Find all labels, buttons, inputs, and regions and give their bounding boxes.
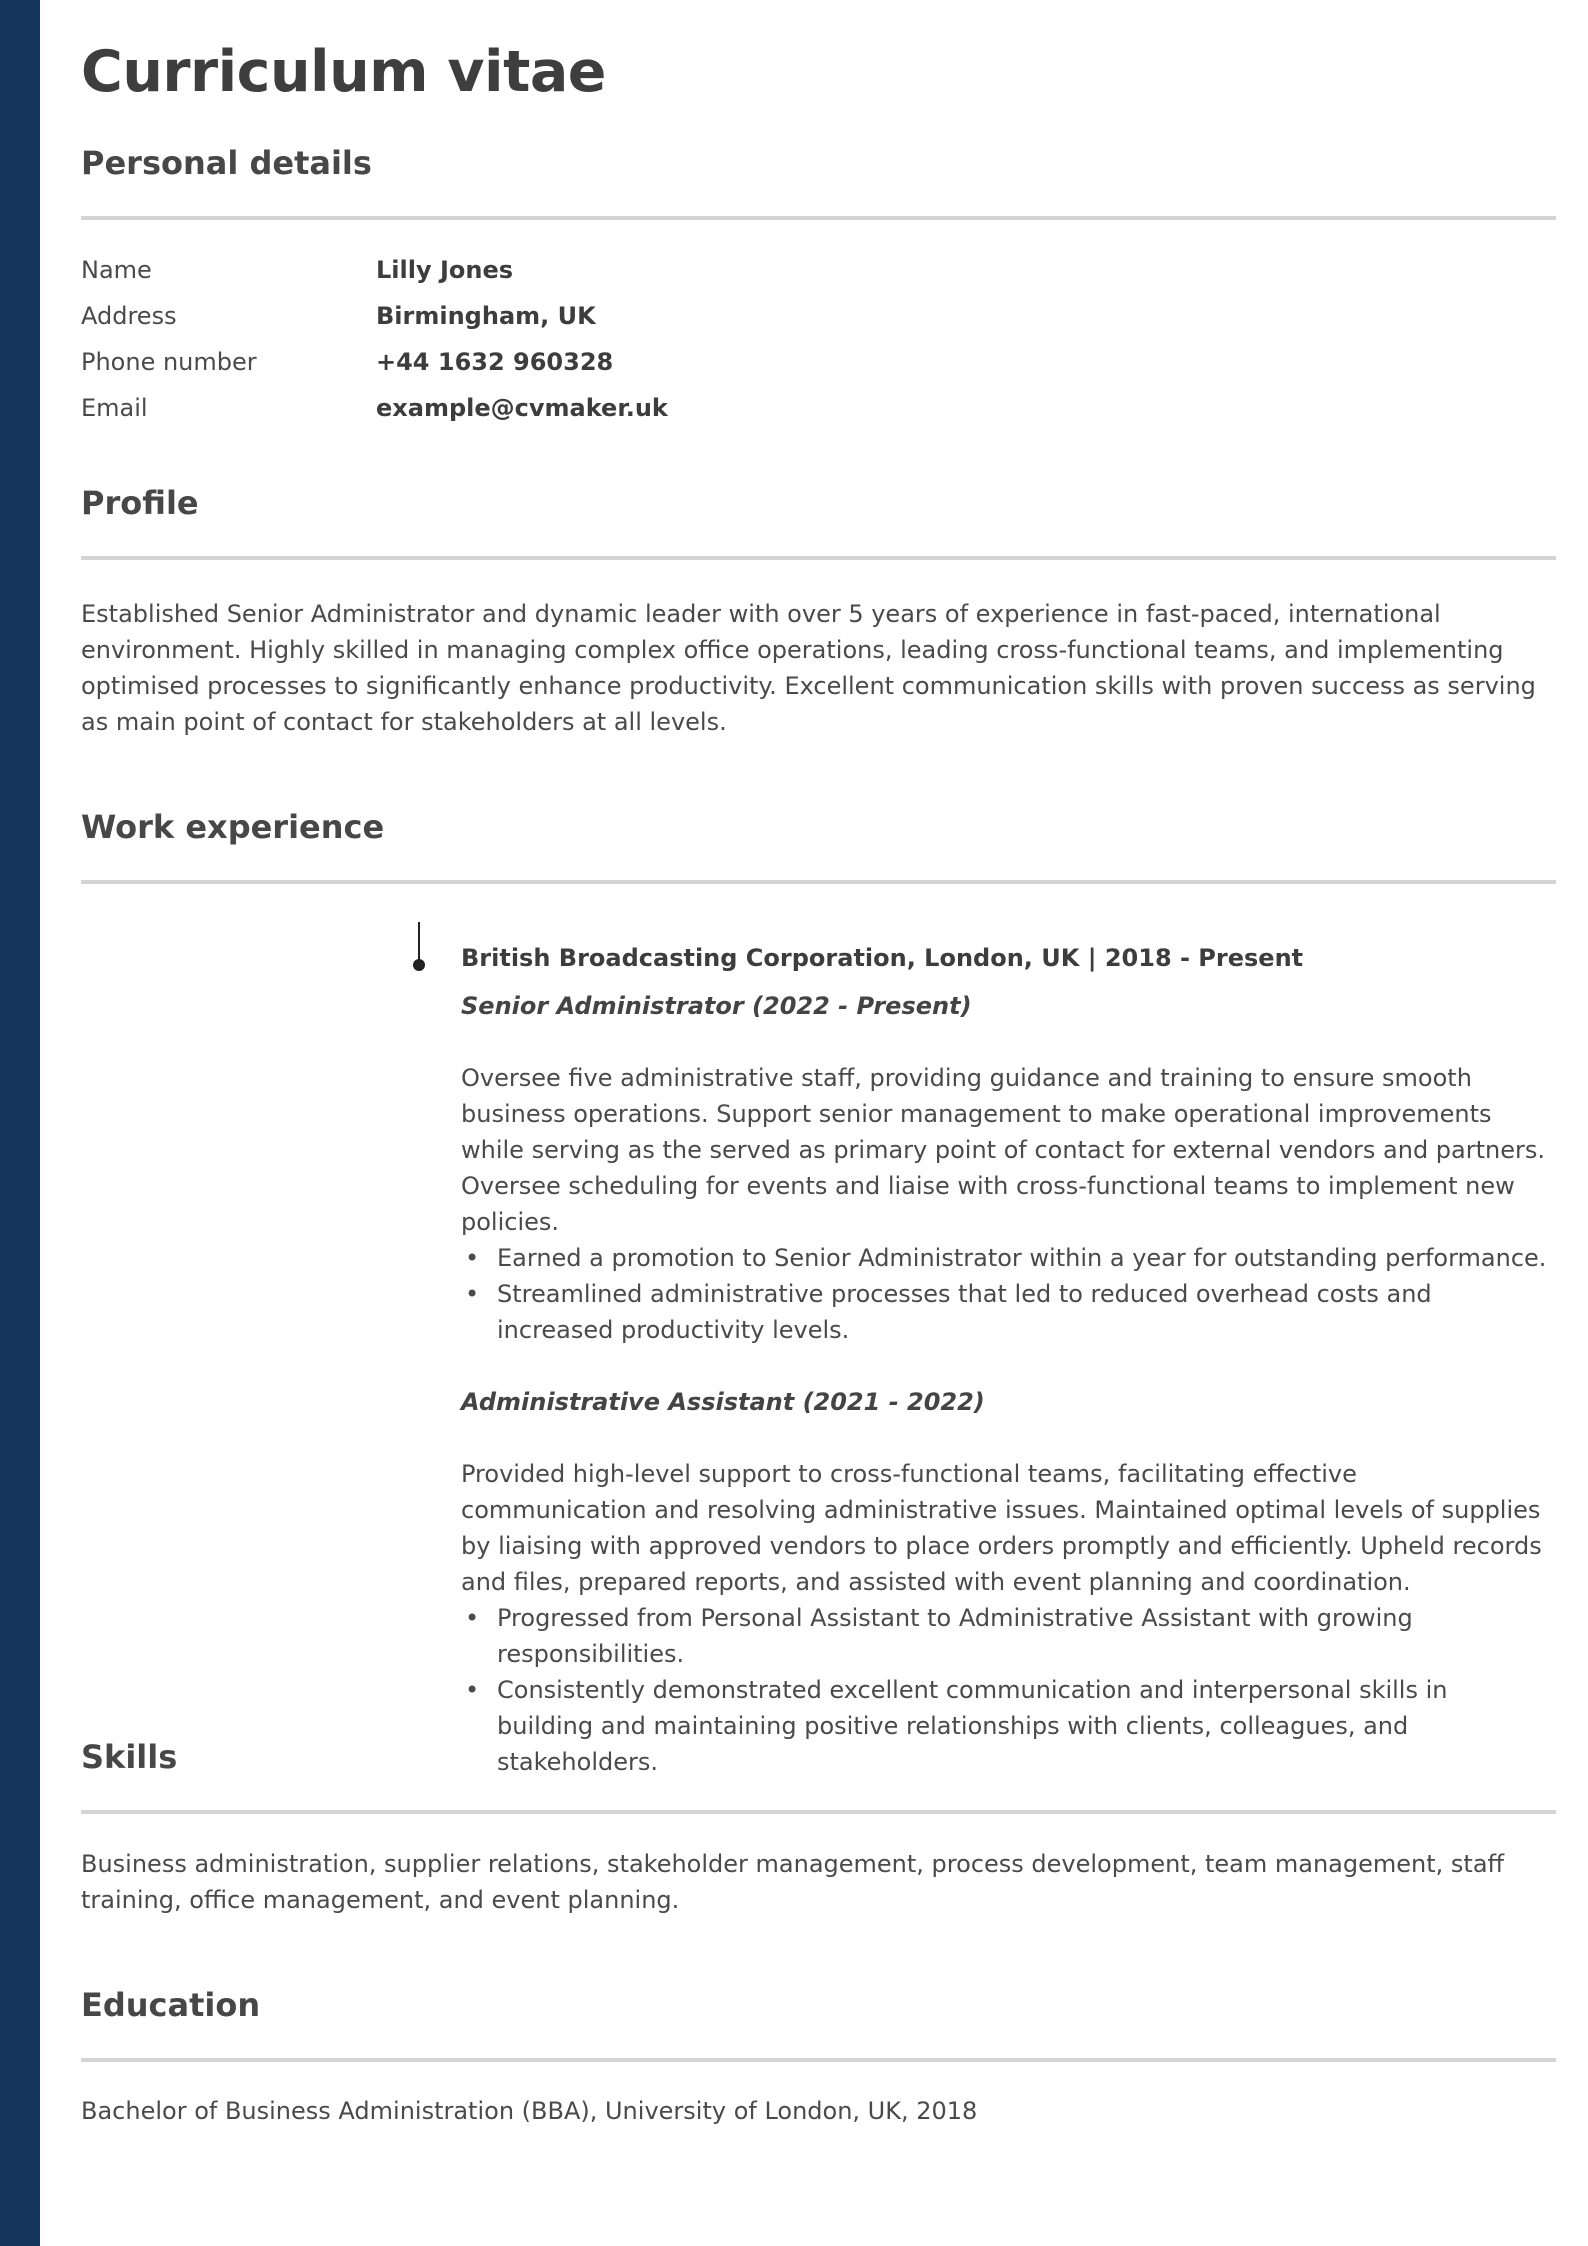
role-description: Provided high-level support to cross-functional teams, facilitating effective communication and resolving administrative issues. Maintained optimal levels of supplies by liaising with approved vendors to place orders promptly and efficiently. Upheld records and files, prepared reports, and assisted with event planning and coordination. [461,1460,1542,1596]
section-divider [81,2058,1556,2062]
list-item [461,1672,1547,1780]
list-item-text: Progressed from Personal Assistant to Administrative Assistant with growing responsibilities. [497,1604,1413,1668]
list-item-text: Streamlined administrative processes that led to reduced overhead costs and increased productivity levels. [497,1280,1432,1344]
details-value-phone: +44 1632 960328 [376,348,614,376]
details-label: Email [81,394,148,422]
details-value-name: Lilly Jones [376,256,514,284]
sidebar-stripe [0,0,40,2246]
list-item-text: Earned a promotion to Senior Administrator within a year for outstanding performance. [497,1244,1547,1272]
education-text: Bachelor of Business Administration (BBA), University of London, UK, 2018 [81,2097,978,2125]
email-link[interactable]: example@cvmaker.uk [376,394,668,422]
section-title-skills: Skills [81,1738,178,1776]
role-description: Oversee five administrative staff, providing guidance and training to ensure smooth business operations. Support senior management to make operational improvements while serving as the served as primary point of contact for external vendors and partners. Oversee scheduling for events and liaise with cross-functional teams to implement new policies. [461,1064,1545,1236]
employer-heading: British Broadcasting Corporation, London, UK | 2018 - Present [461,944,1304,972]
role-title: Senior Administrator (2022 - Present) [461,992,972,1020]
details-row-address [81,293,1556,339]
bullet-icon: • [465,1676,480,1704]
page-title: Curriculum vitae [81,39,606,105]
list-item-text: Consistently demonstrated excellent communication and interpersonal skills in building and maintaining positive relationships with clients, colleagues, and stakeholders. [497,1676,1448,1776]
role-title: Administrative Assistant (2021 - 2022) [461,1388,985,1416]
section-title-personal-details: Personal details [81,144,372,182]
section-title-education: Education [81,1986,261,2024]
details-label: Address [81,302,177,330]
bullet-icon: • [465,1244,480,1272]
list-item [461,1600,1547,1672]
details-row-phone [81,339,1556,385]
details-value-address: Birmingham, UK [376,302,596,330]
role-bullets [461,1240,1547,1348]
timeline-dot-icon [413,959,425,971]
details-row-name [81,247,1556,293]
section-title-profile: Profile [81,484,199,522]
list-item [461,1276,1547,1348]
bullet-icon: • [465,1280,480,1308]
skills-text: Business administration, supplier relations, stakeholder management, process development, team management, staff training, office management, and event planning. [81,1850,1505,1914]
role-bullets [461,1600,1547,1780]
work-entry [461,940,1547,1780]
details-label: Name [81,256,152,284]
profile-text: Established Senior Administrator and dynamic leader with over 5 years of experience in fast-paced, international environment. Highly skilled in managing complex office operations, leading cross-functional teams, and implementing optimised processes to significantly enhance productivity. Excellent communication skills with proven success as serving as main point of contact for stakeholders at all levels. [81,600,1536,736]
section-divider [81,216,1556,220]
section-title-work-experience: Work experience [81,808,385,846]
spacer [461,1348,1547,1384]
bullet-icon: • [465,1604,480,1632]
details-row-email [81,385,1556,431]
list-item [461,1240,1547,1276]
section-divider [81,1810,1556,1814]
section-divider [81,880,1556,884]
details-label: Phone number [81,348,257,376]
section-divider [81,556,1556,560]
